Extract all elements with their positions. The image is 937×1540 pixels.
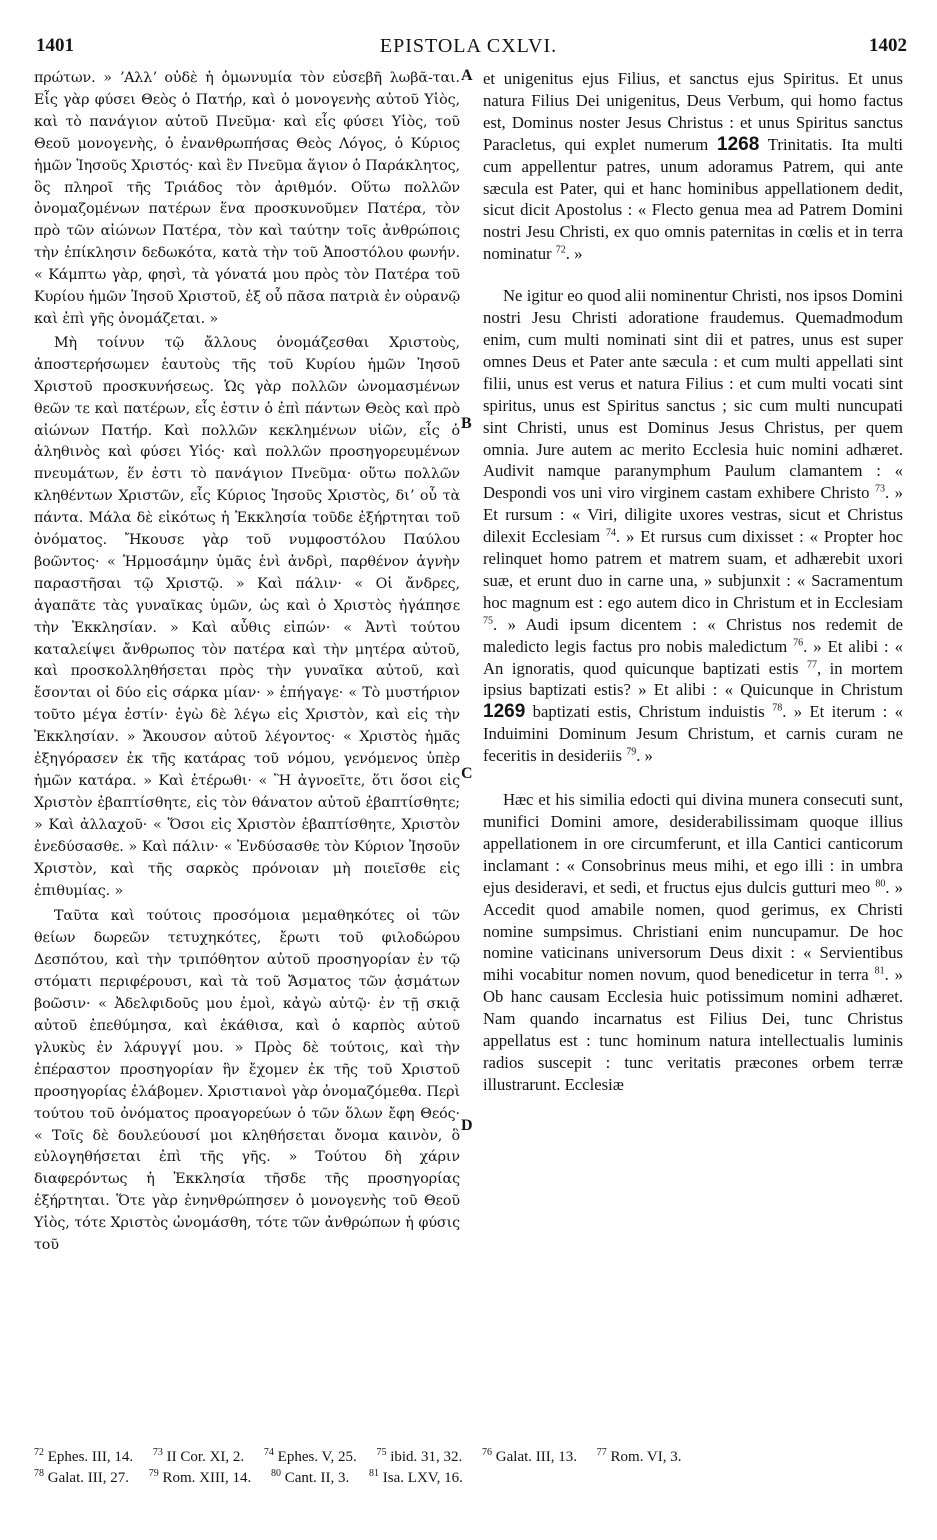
- footnote-text: Ephes. III, 14.: [47, 1449, 134, 1465]
- footnote-number: 77: [596, 1447, 607, 1458]
- footnote: [264, 1449, 357, 1465]
- footnote-text: Rom. VI, 3.: [610, 1449, 682, 1465]
- footnote: [369, 1470, 463, 1486]
- latin-text: . » Et rursus cum dixisset : « Propter hoc relinquet homo patrem et matrem suam, et adhærebit uxori suæ, et erunt duo in carne una, » subjunxit : « Sacramentum hoc magnum est : ego autem dico in Christum et in Ecclesiam: [483, 527, 903, 612]
- page-number-left: 1401: [36, 35, 74, 56]
- latin-text: . »: [565, 244, 583, 264]
- margin-letter-a: A: [461, 67, 473, 84]
- footnote-number: 81: [369, 1468, 380, 1479]
- greek-column: [34, 68, 460, 1257]
- footnote-row-2: [34, 1468, 914, 1489]
- latin-text: . » Audi ipsum dicentem : « Christus nos redemit de maledicto legis factus pro nobis maledictum: [483, 614, 903, 656]
- latin-paragraph-2: [483, 285, 903, 767]
- footnote-text: II Cor. XI, 2.: [166, 1449, 245, 1465]
- greek-paragraph-2: Μὴ τοίνυν τῷ ἄλλους ὀνομάζεσθαι Χριστοὺς, ἀποστερήσωμεν ἑαυτοὺς τῆς τοῦ Κυρίου ἡμῶν Ἰησοῦ Χριστοῦ προσκυνήσεως. Ὡς γὰρ πολλῶν ὠνομασμένων θεῶν τε καὶ πατέρων, εἷς ἐστιν ὁ ἐπὶ πάντων Θεὸς καὶ πρὸ αἰώνων Πατήρ. Καὶ πολλῶν κεκλημένων υἱῶν, εἷς ὁ ἀληθινὸς καὶ φύσει Υἱός· καὶ πολλῶν προσηγορευμένων πνευμάτων, ἕν ἐστι τὸ πανάγιον Πνεῦμα· οὕτω πολλῶν κληθέντων Χριστῶν, εἷς Κύριος Ἰησοῦς Χριστὸς, διʼ οὗ τὰ πάντα. Μάλα δὲ εἰκότως ἡ Ἐκκλησία τοῦδε ἐξήρτηται τοῦ ὀνόματος. Ἤκουσε γὰρ τοῦ νυμφοστόλου Παύλου βοῶντος· « Ἡρμοσάμην ὑμᾶς ἑνὶ ἀνδρὶ, παρθένον ἁγνὴν παραστῆσαι τῷ Χριστῷ. » Καὶ πάλιν· « Οἱ ἄνδρες, ἀγαπᾶτε τὰς γυναῖκας ὑμῶν, ὡς καὶ ὁ Χριστὸς ἠγάπησε τὴν Ἐκκλησίαν. » Καὶ αὖθις εἰπών· « Ἀντὶ τούτου καταλείψει ἄνθρωπος τὸν πατέρα καὶ τὴν μητέρα αὐτοῦ, καὶ προσκολληθήσεται πρὸς τὴν γυναῖκα αὐτοῦ, καὶ ἔσονται οἱ δύο εἰς σάρκα μίαν· » ἐπήγαγε· « Τὸ μυστήριον τοῦτο μέγα ἐστίν· ἐγὼ δὲ λέγω εἰς Χριστὸν, καὶ εἰς τὴν Ἐκκλησίαν. » Ἄκουσον αὐτοῦ λέγοντος· « Χριστὸς ἡμᾶς ἐξηγόρασεν ἐκ τῆς κατάρας τοῦ νόμου, γενόμενος ὑπὲρ ἡμῶν κατάρα. » Καὶ ἑτέρωθι· « Ἢ ἀγνοεῖτε, ὅτι ὅσοι εἰς Χριστὸν ἐβαπτίσθητε, εἰς τὸν θάνατον αὐτοῦ ἐβαπτίσθητε; » Καὶ ἀλλαχοῦ· « Ὅσοι εἰς Χριστὸν ἐβαπτίσθητε, Χριστὸν ἐνεδύσασθε. » Καὶ πάλιν· « Ἐνδύσασθε τὸν Κύριον Ἰησοῦν Χριστὸν, καὶ τῆς σαρκὸς πρόνοιαν μὴ ποιεῖσθε εἰς ἐπιθυμίας. »: [34, 334, 460, 899]
- greek-paragraph-1: πρώτων. » ʼΑλλʼ οὐδὲ ἡ ὁμωνυμία τὸν εὐσεβῆ λωβᾶ-ται. Εἷς γὰρ φύσει Θεὸς ὁ Πατήρ, καὶ ὁ μονογενὴς αὐτοῦ Υἱὸς, καὶ τὸ πανάγιον αὐτοῦ Πνεῦμα· καὶ εἷς φύσει Υἱὸς, τοῦ Θεοῦ μονογενὴς, ὁ ἐνανθρωπήσας Θεὸς Λόγος, ὁ Κύριος ἡμῶν Ἰησοῦς Χριστός· καὶ ἓν Πνεῦμα ἅγιον ὁ Παράκλητος, ὃς πληροῖ τῆς Τριάδος τὸν ἀριθμόν. Οὕτω πολλῶν ὀνομαζομένων πατέρων ἕνα προσκυνοῦμεν Πατέρα, τὸν πρὸ τῶν αἰώνων Πατέρα, τὸν καὶ ταύτην τοῖς ἀνθρώποις τὴν ἐπίκλησιν δεδωκότα, κατὰ τὴν τοῦ Ἀποστόλου φωνήν. « Κάμπτω γὰρ, φησὶ, τὰ γόνατά μου πρὸς τὸν Πατέρα τοῦ Κυρίου ἡμῶν Ἰησοῦ Χριστοῦ, ἐξ οὗ πᾶσα πατριὰ ἐν οὐρανῷ καὶ ἐπὶ γῆς ὀνομάζεται. »: [34, 70, 460, 327]
- footnote: [271, 1470, 349, 1486]
- footnote-number: 80: [270, 1468, 281, 1479]
- footnote-text: Galat. III, 27.: [47, 1470, 129, 1486]
- latin-text: . » Et alibi : « An ignoratis, quod quicunque baptizati estis: [483, 636, 903, 678]
- footnote: [34, 1470, 129, 1486]
- latin-paragraph-3: [483, 789, 903, 1096]
- page-header: [0, 34, 937, 64]
- footnote: [376, 1449, 462, 1465]
- footnote-number: 76: [482, 1447, 493, 1458]
- footnote-text: Galat. III, 13.: [495, 1449, 578, 1465]
- latin-text: Trinitatis. Ita multi cum appellentur patres, unum adoramus Patrem, qui ante sæcula est Pater, qui et hanc hominibus appellationem dedit, sicut dicit Apostolus : « Flecto genua mea ad Patrem Domini nostri Jesu Christi, ex quo omnis paternitas in cœlis et in terra nominatur: [483, 134, 903, 264]
- footnote-number: 73: [152, 1447, 163, 1458]
- margin-letter-c: C: [461, 765, 473, 782]
- latin-text: , in mortem ipsius baptizati estis? » Et alibi : « Quicunque in Christum: [483, 658, 903, 700]
- footnote-ref: 72: [555, 244, 566, 256]
- footnote: [482, 1449, 577, 1465]
- footnote: [597, 1449, 682, 1465]
- footnote: [153, 1449, 244, 1465]
- footnote-text: Rom. XIII, 14.: [162, 1470, 252, 1486]
- footnote-ref: 79: [626, 746, 637, 758]
- greek-paragraph-3: Ταῦτα καὶ τούτοις προσόμοια μεμαθηκότες οἱ τῶν θείων δωρεῶν τετυχηκότες, ἔρωτι τοῦ φιλοδώρου Δεσπότου, καὶ τὴν τριπόθητον αὐτοῦ προσηγορίαν ἐν τῷ στόματι περιφέρουσι, καὶ τὰ τοῦ Ἄσματος τῶν ᾀσμάτων βοῶσιν· « Ἀδελφιδοῦς μου ἐμοὶ, κἀγὼ αὐτῷ· ἐν τῇ σκιᾷ αὐτοῦ ἐπεθύμησα, καὶ ἐκάθισα, καὶ ὁ καρπὸς αὐτοῦ γλυκὺς ἐν λάρυγγί μου. » Πρὸς δὲ τούτοις, καὶ τὴν ἐπέραστον προσηγορίαν ἣν ἔχομεν ἐκ τῆς τοῦ Χριστοῦ προσηγορίας ἐλάβομεν. Χριστιανοὶ γὰρ ὀνομαζόμεθα. Περὶ τούτου τοῦ ὀνόματος προαγορεύων ὁ τῶν ὅλων ἔφη Θεός· « Τοῖς δὲ δουλεύουσί μοι κληθήσεται ὄνομα καινὸν, ὃ εὐλογηθήσεται ἐπὶ τῆς γῆς. » Τούτου δὴ χάριν διαφερόντως ἡ Ἐκκλησία τῆσδε τῆς προσηγορίας ἐξήρτηται. Ὅτε γὰρ ἐνηνθρώπησεν ὁ μονογενὴς τοῦ Θεοῦ Υἱὸς, τότε Χριστὸς ὠνομάσθη, τότε τῶν ἀνθρώπων ἡ φύσις τοῦ: [34, 908, 460, 1254]
- latin-text: . » Accedit quod amabile nomen, quod gerimus, ex Christi nomine sumpsimus. Christiani enim nuncupamur. De hoc nomine vaticinans universorum Deus dixit : « Servientibus mihi vocabitur nomen novum, quod benedicetur in terra: [483, 877, 904, 985]
- footnote-number: 78: [34, 1468, 44, 1479]
- footnote-text: Ephes. V, 25.: [277, 1449, 357, 1465]
- latin-text: baptizati estis, Christum induistis: [525, 702, 773, 722]
- footnote: [149, 1470, 252, 1486]
- running-title: EPISTOLA CXLVI.: [379, 35, 558, 57]
- footnote-text: Isa. LXV, 16.: [382, 1470, 463, 1486]
- latin-text: . » Et rursum : « Viri, diligite uxores vestras, sicut et Christus dilexit Ecclesiam: [483, 483, 904, 547]
- latin-text: . » Ob hanc causam Ecclesia huic potissimum nomini adhæret. Nam quando incarnatus est Filius Dei, tunc Christus appellatus est : tunc hominum natura intellectualis luminis radios suscepit : tunc veritatis præcones orbem terræ illustrarunt. Ecclesiæ: [483, 965, 904, 1094]
- footnote-ref: 81: [874, 965, 885, 977]
- latin-text: . »: [636, 746, 653, 766]
- page-number-right: 1402: [869, 35, 907, 56]
- footnote-ref: 73: [875, 483, 886, 495]
- footnote-number: 72: [34, 1447, 44, 1458]
- latin-paragraph-1: [483, 68, 903, 265]
- latin-text: et unigenitus ejus Filius, et sanctus ejus Spiritus. Et unus natura Filius Dei unigenitus, Deus Verbum, qui homo factus est, Dominus noster Jesus Christus : et unus Spiritus sanctus Paracletus, qui explet numerum: [483, 69, 903, 154]
- footnote-number: 79: [148, 1468, 159, 1479]
- latin-text: Hæc et his similia edocti qui divina munera consecuti sunt, munifici Domini amore, desiderabilissimam quoque illius appellationem in ore circumferunt, et illa Cantici canticorum inclamant : « Consobrinus meus mihi, et ego illi : in umbra ejus desideravi, et sedi, et fructus ejus dulcis gutturi meo: [483, 790, 903, 897]
- footnote-ref: 80: [875, 878, 886, 890]
- footnotes: [34, 1447, 914, 1489]
- latin-text: Ne igitur eo quod alii nominentur Christi, nos ipsos Domini nostri Jesu Christi adoratione fraudemus. Quemadmodum enim, cum multi nominati sint dii et patres, unus est super omnes Deus et Pater ante sæcula : et cum multi appellati sint filii, unus est verus et natura Filius : et cum multi vocati sint spiritus, unus est Spiritus sanctus ; sic cum multi nuncupati sint Christi, unus est Dominus Jesus Christus, per quem omnia. Jure autem ac merito Ecclesia huic nomini adhæret. Audivit namque paranymphum Paulum clamantem : « Despondi vos uni viro virginem castam exhibere Christo: [483, 286, 903, 503]
- column-number: 1269: [483, 701, 526, 723]
- column-number: 1268: [717, 133, 760, 155]
- footnote-text: Cant. II, 3.: [284, 1470, 350, 1486]
- footnote-number: 74: [263, 1447, 274, 1458]
- footnote-ref: 77: [806, 659, 817, 670]
- footnote-ref: 78: [772, 702, 783, 714]
- footnote-number: 75: [376, 1447, 387, 1458]
- margin-letter-d: D: [461, 1117, 473, 1134]
- footnote: [34, 1449, 133, 1465]
- margin-letter-b: B: [461, 415, 472, 432]
- latin-column: [483, 68, 903, 1096]
- footnote-text: ibid. 31, 32.: [390, 1449, 463, 1465]
- footnote-row-1: [34, 1447, 914, 1468]
- footnote-ref: 76: [793, 637, 804, 649]
- footnote-ref: 74: [605, 527, 616, 539]
- footnote-ref: 75: [483, 615, 493, 627]
- latin-text: . » Et iterum : « Induimini Dominum Jesum Christum, et carnis curam ne feceritis in desideriis: [483, 702, 903, 766]
